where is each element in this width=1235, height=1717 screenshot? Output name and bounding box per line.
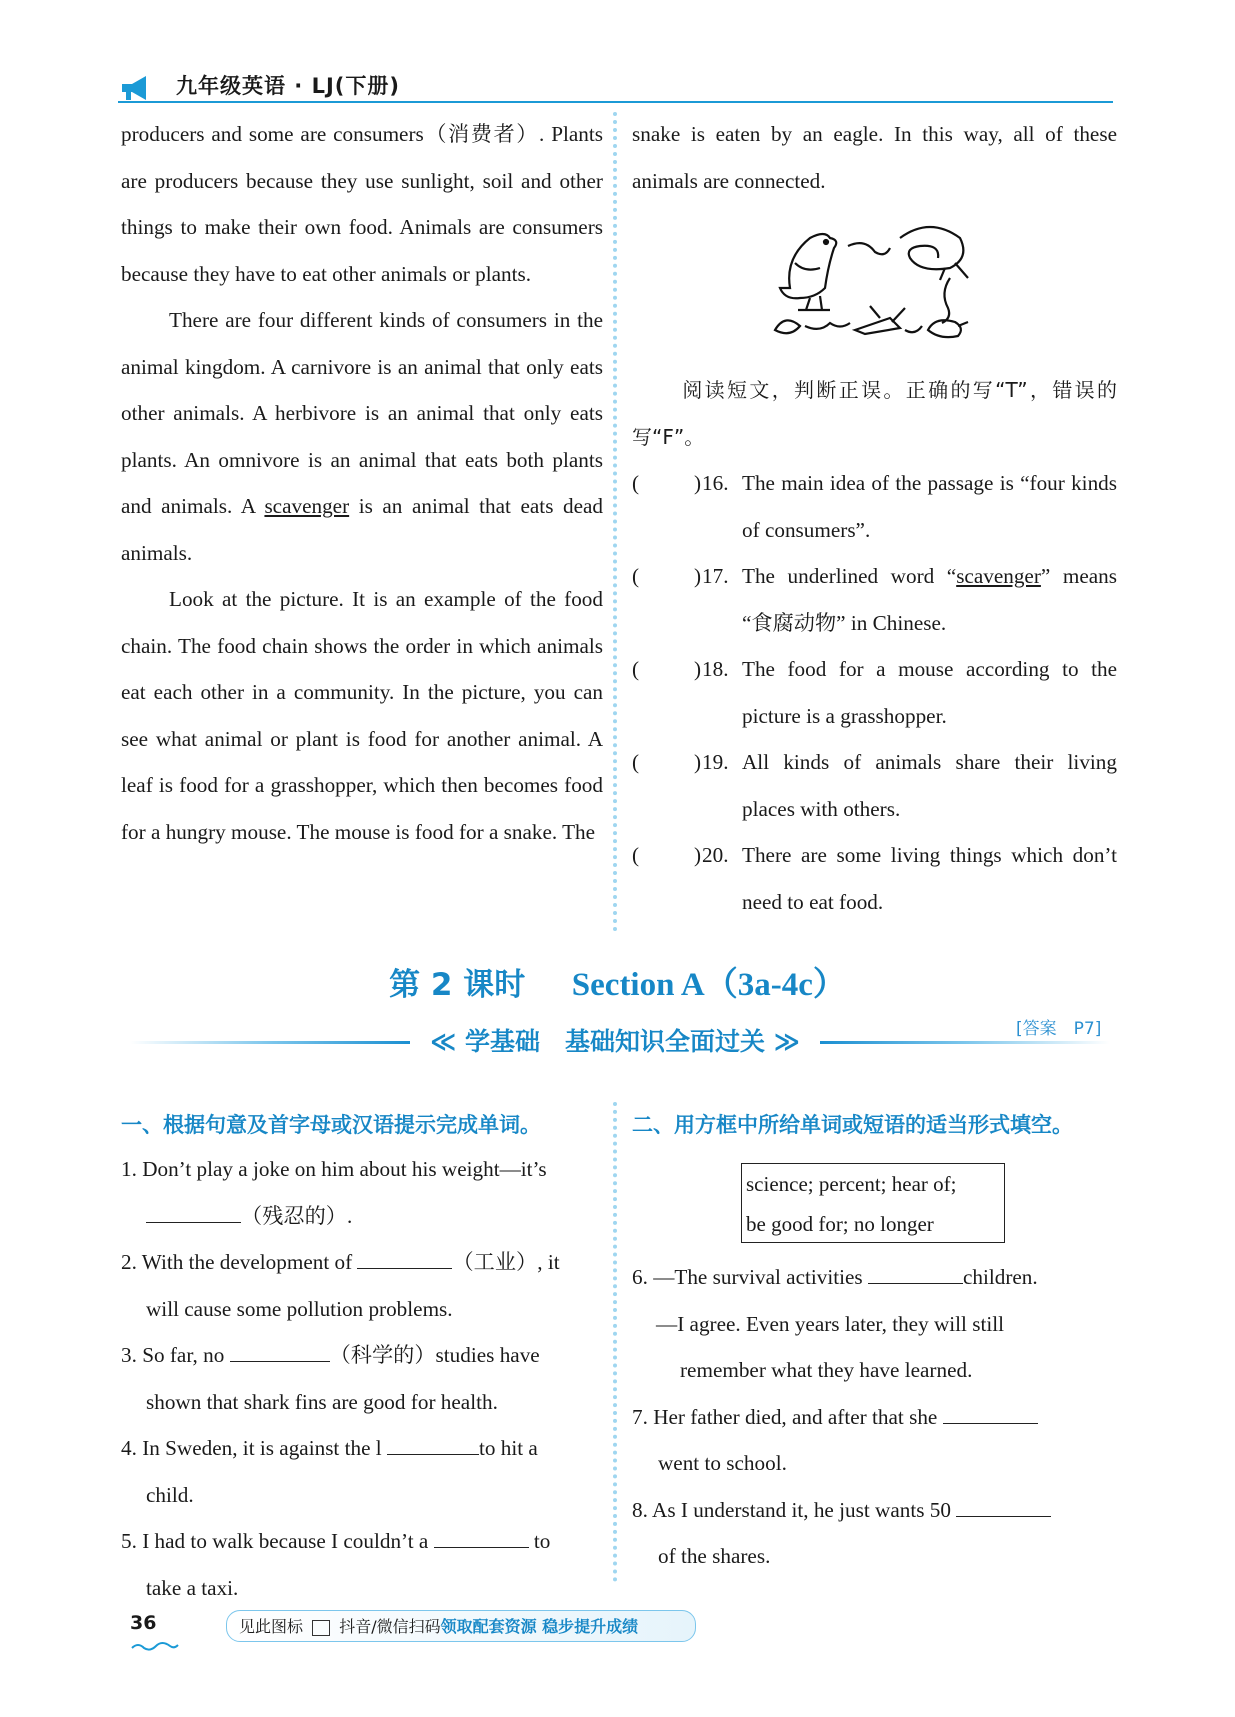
answer-paren-close: ) — [694, 750, 702, 774]
question-number: 17. — [702, 564, 729, 588]
answer-blank[interactable] — [434, 1525, 529, 1548]
question-text: The main idea of the passage is “four kinds of consumers”. — [742, 471, 1117, 542]
question-5-cont: take a taxi. — [146, 1575, 239, 1600]
passage-paragraph: Look at the picture. It is an example of the food chain. The food chain shows the order in which animals eat each other in a community. In the picture, you can see what animal or plant is food for another animal. A leaf is food for a grasshopper, which then becomes food for a hungry mouse. The mouse is food for a snake. The — [121, 587, 603, 844]
answer-paren-open[interactable]: ( — [632, 471, 640, 495]
page-number: 36 — [130, 1612, 157, 1634]
snake-icon — [900, 227, 963, 269]
question-4: 4. In Sweden, it is against the l to hit a — [121, 1425, 603, 1472]
answer-paren-close: ) — [694, 657, 702, 681]
passage-paragraph: producers and some are consumers（消费者）. Plants are producers because they use sunlight, soil and other things to make their own food. Animals are consumers because they have to eat other animals or plants. — [121, 122, 603, 286]
tf-question-16 — [632, 460, 1117, 553]
answer-blank[interactable] — [357, 1246, 452, 1269]
question-text: There are some living things which don’t need to eat food. — [742, 843, 1117, 914]
answer-paren-open[interactable]: ( — [632, 843, 640, 867]
answer-paren-open[interactable]: ( — [632, 750, 640, 774]
answer-paren-close: ) — [694, 471, 702, 495]
section-name: Section A（3a-4c） — [571, 967, 846, 1003]
answer-blank[interactable] — [868, 1261, 963, 1284]
header-rule — [118, 101, 1113, 103]
answer-blank[interactable] — [230, 1339, 330, 1362]
question-number: 20. — [702, 843, 729, 867]
answer-reference: [答案 P7] — [1016, 1019, 1102, 1039]
question-6-reply-cont: remember what they have learned. — [680, 1358, 973, 1382]
column-divider — [613, 1102, 617, 1582]
footer-banner: 见此图标 抖音/微信扫码领取配套资源 稳步提升成绩 — [226, 1610, 696, 1642]
megaphone-icon — [118, 70, 152, 104]
question-3-cont: shown that shark fins are good for health. — [146, 1389, 498, 1414]
leaf-icon — [775, 320, 800, 333]
passage-text: There are four different kinds of consumers in the animal kingdom. A carnivore is an animal that only eats other animals. A herbivore is an animal that only eats plants. An omnivore is an animal that eats both plants and animals. A — [121, 308, 603, 518]
passage-left — [121, 111, 603, 855]
question-1: 1. Don’t play a joke on him about his weight—it’s — [121, 1157, 547, 1181]
question-text: The food for a mouse according to the picture is a grasshopper. — [742, 657, 1117, 728]
qr-scan-icon — [312, 1620, 330, 1636]
tf-question-19 — [632, 739, 1117, 832]
question-8: 8. As I understand it, he just wants 50 — [632, 1487, 1117, 1534]
column-divider — [613, 112, 617, 932]
part1-heading: 一、根据句意及首字母或汉语提示完成单词。 — [121, 1113, 541, 1137]
passage-right: snake is eaten by an eagle. In this way, all of these animals are connected. — [632, 122, 1117, 193]
word-box-line: be good for; no longer — [746, 1212, 934, 1236]
question-2-cont: will cause some pollution problems. — [146, 1296, 453, 1321]
question-6: 6. —The survival activities children. — [632, 1254, 1117, 1301]
passage-paragraph — [121, 297, 603, 576]
wave-ornament-icon — [130, 1640, 180, 1652]
banner-rule-left — [130, 1041, 410, 1044]
passage-text: is an animal that eats dead animals. — [121, 494, 603, 565]
question-1-cont: （残忍的）. — [121, 1193, 603, 1240]
answer-blank[interactable] — [943, 1401, 1038, 1424]
tf-question-20 — [632, 832, 1117, 925]
tf-instruction: 阅读短文，判断正误。正确的写“T”，错误的写“F”。 — [632, 378, 1117, 449]
banner-rule-right — [820, 1041, 1110, 1044]
part1-questions — [121, 1146, 603, 1611]
question-number: 18. — [702, 657, 729, 681]
answer-blank[interactable] — [146, 1200, 241, 1223]
part2-questions — [632, 1254, 1117, 1580]
section-banner: ≪ 学基础 基础知识全面过关 ≫ — [430, 1027, 800, 1056]
question-7-cont: went to school. — [658, 1451, 787, 1475]
question-text: The underlined word “scavenger” means “食腐动物” in Chinese. — [742, 564, 1117, 635]
part2-heading: 二、用方框中所给单词或短语的适当形式填空。 — [632, 1113, 1073, 1137]
answer-blank[interactable] — [956, 1494, 1051, 1517]
question-text: All kinds of animals share their living places with others. — [742, 750, 1117, 821]
question-6-reply: —I agree. Even years later, they will still — [656, 1311, 1005, 1336]
answer-paren-close: ) — [694, 843, 702, 867]
tf-question-18 — [632, 646, 1117, 739]
lesson-title — [0, 958, 1235, 1005]
lesson-number: 第 2 课时 — [389, 967, 526, 1003]
question-number: 16. — [702, 471, 729, 495]
underlined-word: scavenger — [956, 564, 1041, 588]
tf-question-17 — [632, 553, 1117, 646]
book-title: 九年级英语 · LJ(下册) — [176, 74, 400, 98]
question-5: 5. I had to walk because I couldn’t a to — [121, 1518, 603, 1565]
grasshopper-icon — [855, 306, 905, 334]
answer-paren-open[interactable]: ( — [632, 564, 640, 588]
answer-paren-close: ) — [694, 564, 702, 588]
word-box — [741, 1163, 1005, 1243]
mouse-icon — [928, 320, 968, 337]
word-box-line: science; percent; hear of; — [746, 1172, 957, 1196]
question-8-cont: of the shares. — [658, 1544, 771, 1568]
food-chain-illustration — [770, 218, 980, 348]
answer-blank[interactable] — [387, 1432, 479, 1455]
underlined-word: scavenger — [264, 494, 350, 518]
answer-paren-open[interactable]: ( — [632, 657, 640, 681]
question-number: 19. — [702, 750, 729, 774]
question-4-cont: child. — [146, 1482, 194, 1507]
question-3: 3. So far, no （科学的）studies have — [121, 1332, 603, 1379]
question-7: 7. Her father died, and after that she — [632, 1394, 1117, 1441]
question-2: 2. With the development of （工业）, it — [121, 1239, 603, 1286]
